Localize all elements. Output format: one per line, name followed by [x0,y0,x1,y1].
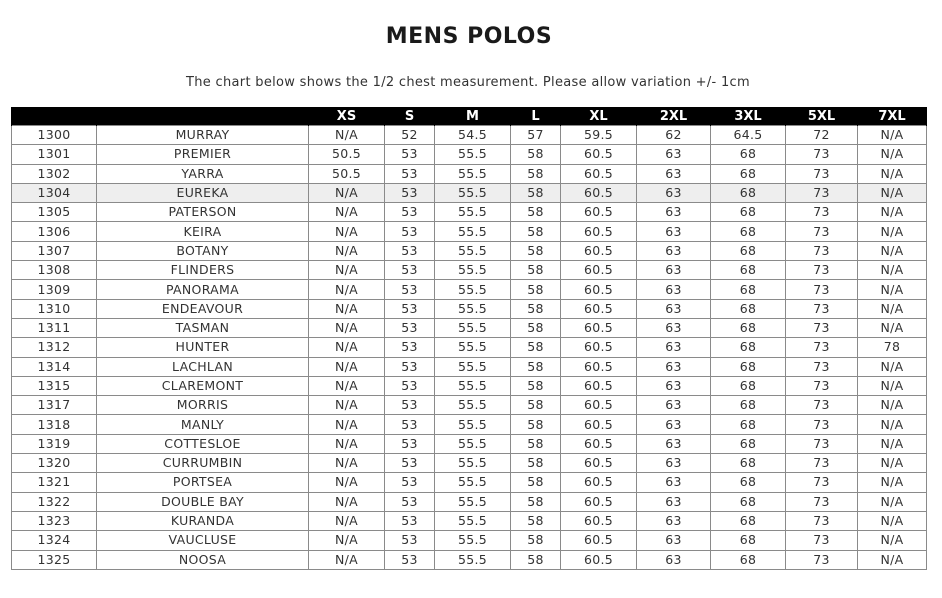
cell-size-5xl: 73 [786,261,858,280]
cell-product-code: 1324 [12,531,97,550]
cell-size-5xl: 73 [786,550,858,569]
cell-size-xl: 60.5 [561,261,637,280]
header-size-7xl: 7XL [858,107,927,126]
cell-size-s: 53 [385,261,435,280]
cell-size-s: 53 [385,145,435,164]
cell-size-5xl: 73 [786,415,858,434]
cell-size-xl: 60.5 [561,415,637,434]
cell-size-l: 58 [511,376,561,395]
cell-size-m: 55.5 [435,415,511,434]
cell-size-s: 52 [385,126,435,145]
cell-size-7xl: N/A [858,164,927,183]
cell-size-7xl: N/A [858,183,927,202]
cell-product-code: 1308 [12,261,97,280]
cell-size-5xl: 73 [786,183,858,202]
cell-size-xl: 60.5 [561,550,637,569]
header-size-l: L [511,107,561,126]
table-row [12,531,927,550]
cell-product-code: 1300 [12,126,97,145]
cell-product-code: 1323 [12,511,97,530]
table-row [12,299,927,318]
cell-size-7xl: N/A [858,531,927,550]
cell-size-7xl: N/A [858,222,927,241]
table-row [12,376,927,395]
cell-size-5xl: 73 [786,241,858,260]
cell-size-5xl: 73 [786,280,858,299]
table-row [12,145,927,164]
cell-size-5xl: 73 [786,434,858,453]
cell-size-7xl: N/A [858,454,927,473]
cell-size-xl: 60.5 [561,492,637,511]
cell-size-3xl: 68 [711,396,786,415]
cell-product-name: CURRUMBIN [97,454,309,473]
cell-size-5xl: 73 [786,492,858,511]
cell-size-2xl: 63 [637,299,711,318]
cell-size-3xl: 68 [711,203,786,222]
cell-size-l: 58 [511,396,561,415]
cell-size-3xl: 68 [711,183,786,202]
cell-size-5xl: 73 [786,511,858,530]
cell-size-3xl: 68 [711,280,786,299]
cell-product-code: 1310 [12,299,97,318]
cell-size-xs: N/A [309,376,385,395]
table-row [12,415,927,434]
cell-product-code: 1306 [12,222,97,241]
cell-size-l: 58 [511,338,561,357]
cell-product-name: FLINDERS [97,261,309,280]
cell-size-s: 53 [385,415,435,434]
cell-size-l: 58 [511,145,561,164]
header-size-3xl: 3XL [711,107,786,126]
cell-size-5xl: 73 [786,473,858,492]
table-row [12,396,927,415]
cell-product-name: VAUCLUSE [97,531,309,550]
cell-product-code: 1322 [12,492,97,511]
cell-size-5xl: 73 [786,318,858,337]
cell-size-2xl: 62 [637,126,711,145]
cell-size-xs: N/A [309,222,385,241]
cell-product-code: 1321 [12,473,97,492]
cell-size-7xl: 78 [858,338,927,357]
cell-product-code: 1319 [12,434,97,453]
cell-product-code: 1318 [12,415,97,434]
cell-size-l: 58 [511,203,561,222]
cell-product-name: COTTESLOE [97,434,309,453]
cell-size-xs: N/A [309,396,385,415]
cell-size-2xl: 63 [637,473,711,492]
cell-size-xs: N/A [309,492,385,511]
cell-size-3xl: 68 [711,164,786,183]
cell-product-name: PANORAMA [97,280,309,299]
cell-size-7xl: N/A [858,357,927,376]
cell-size-2xl: 63 [637,164,711,183]
cell-size-m: 55.5 [435,241,511,260]
cell-size-xl: 60.5 [561,511,637,530]
table-row [12,511,927,530]
cell-size-xs: N/A [309,550,385,569]
cell-size-xl: 59.5 [561,126,637,145]
cell-product-name: BOTANY [97,241,309,260]
cell-size-l: 58 [511,241,561,260]
cell-size-3xl: 68 [711,454,786,473]
cell-product-name: YARRA [97,164,309,183]
cell-product-name: KURANDA [97,511,309,530]
cell-size-2xl: 63 [637,434,711,453]
table-row [12,261,927,280]
cell-product-code: 1312 [12,338,97,357]
cell-size-m: 55.5 [435,531,511,550]
cell-size-s: 53 [385,299,435,318]
cell-size-s: 53 [385,318,435,337]
table-row [12,550,927,569]
cell-size-m: 55.5 [435,261,511,280]
cell-size-l: 58 [511,531,561,550]
cell-size-m: 55.5 [435,396,511,415]
cell-size-xl: 60.5 [561,454,637,473]
cell-size-xl: 60.5 [561,280,637,299]
cell-size-7xl: N/A [858,396,927,415]
cell-product-code: 1305 [12,203,97,222]
cell-size-m: 55.5 [435,492,511,511]
cell-size-xl: 60.5 [561,531,637,550]
cell-size-l: 58 [511,318,561,337]
cell-size-m: 55.5 [435,318,511,337]
cell-size-l: 58 [511,473,561,492]
cell-size-5xl: 73 [786,203,858,222]
cell-size-s: 53 [385,550,435,569]
cell-size-m: 55.5 [435,145,511,164]
cell-size-xl: 60.5 [561,473,637,492]
table-row [12,222,927,241]
table-row [12,183,927,202]
cell-size-5xl: 73 [786,357,858,376]
cell-size-xl: 60.5 [561,434,637,453]
cell-size-3xl: 68 [711,338,786,357]
cell-size-xs: N/A [309,338,385,357]
cell-size-2xl: 63 [637,183,711,202]
table-row [12,164,927,183]
chart-description: The chart below shows the 1/2 chest measurement. Please allow variation +/- 1cm [186,75,750,90]
header-size-xl: XL [561,107,637,126]
cell-size-l: 58 [511,357,561,376]
cell-size-2xl: 63 [637,550,711,569]
cell-size-m: 55.5 [435,183,511,202]
table-header-row [12,107,927,126]
cell-size-s: 53 [385,492,435,511]
table-row [12,434,927,453]
cell-size-2xl: 63 [637,357,711,376]
cell-size-s: 53 [385,183,435,202]
cell-size-2xl: 63 [637,492,711,511]
cell-size-l: 58 [511,550,561,569]
cell-size-3xl: 68 [711,222,786,241]
cell-size-xs: N/A [309,280,385,299]
cell-size-2xl: 63 [637,203,711,222]
cell-size-xl: 60.5 [561,299,637,318]
cell-size-7xl: N/A [858,299,927,318]
cell-size-7xl: N/A [858,241,927,260]
cell-size-xs: N/A [309,415,385,434]
cell-size-7xl: N/A [858,318,927,337]
cell-size-3xl: 68 [711,492,786,511]
cell-size-7xl: N/A [858,511,927,530]
cell-size-xl: 60.5 [561,318,637,337]
cell-product-code: 1315 [12,376,97,395]
table-row [12,318,927,337]
cell-size-xs: N/A [309,473,385,492]
cell-product-code: 1307 [12,241,97,260]
table-row [12,454,927,473]
cell-size-s: 53 [385,376,435,395]
header-style [97,107,309,126]
cell-size-m: 55.5 [435,338,511,357]
header-size-2xl: 2XL [637,107,711,126]
cell-size-s: 53 [385,396,435,415]
cell-size-xs: N/A [309,531,385,550]
cell-size-xs: N/A [309,241,385,260]
cell-size-m: 55.5 [435,164,511,183]
cell-size-7xl: N/A [858,261,927,280]
cell-size-xs: N/A [309,511,385,530]
cell-size-l: 58 [511,492,561,511]
cell-product-name: ENDEAVOUR [97,299,309,318]
cell-size-l: 58 [511,415,561,434]
cell-size-5xl: 73 [786,531,858,550]
cell-size-7xl: N/A [858,280,927,299]
cell-size-2xl: 63 [637,261,711,280]
cell-size-2xl: 63 [637,454,711,473]
cell-size-xl: 60.5 [561,357,637,376]
cell-size-3xl: 68 [711,434,786,453]
cell-product-name: MANLY [97,415,309,434]
cell-size-2xl: 63 [637,241,711,260]
table-body [12,126,927,570]
cell-size-xs: N/A [309,299,385,318]
cell-size-5xl: 73 [786,145,858,164]
cell-size-xl: 60.5 [561,183,637,202]
cell-size-2xl: 63 [637,145,711,164]
cell-product-name: PREMIER [97,145,309,164]
cell-size-xl: 60.5 [561,222,637,241]
cell-size-m: 55.5 [435,222,511,241]
table-row [12,357,927,376]
cell-size-l: 58 [511,454,561,473]
header-code [12,107,97,126]
cell-size-s: 53 [385,222,435,241]
cell-size-l: 58 [511,222,561,241]
cell-size-l: 57 [511,126,561,145]
cell-product-name: MURRAY [97,126,309,145]
cell-size-5xl: 73 [786,396,858,415]
cell-size-3xl: 68 [711,511,786,530]
cell-size-xs: N/A [309,261,385,280]
cell-product-name: EUREKA [97,183,309,202]
cell-size-m: 54.5 [435,126,511,145]
cell-size-l: 58 [511,261,561,280]
cell-size-s: 53 [385,434,435,453]
size-chart-table [11,107,927,570]
table-row [12,126,927,145]
cell-size-5xl: 73 [786,299,858,318]
cell-size-xs: N/A [309,318,385,337]
cell-size-3xl: 68 [711,473,786,492]
cell-size-xs: N/A [309,203,385,222]
cell-size-xl: 60.5 [561,338,637,357]
cell-size-5xl: 72 [786,126,858,145]
cell-size-xs: 50.5 [309,164,385,183]
cell-size-s: 53 [385,164,435,183]
cell-product-name: CLAREMONT [97,376,309,395]
cell-size-xs: 50.5 [309,145,385,164]
cell-product-code: 1304 [12,183,97,202]
cell-product-name: DOUBLE BAY [97,492,309,511]
cell-size-s: 53 [385,338,435,357]
cell-size-s: 53 [385,454,435,473]
cell-product-code: 1320 [12,454,97,473]
cell-size-7xl: N/A [858,126,927,145]
cell-size-m: 55.5 [435,357,511,376]
cell-size-5xl: 73 [786,376,858,395]
cell-size-l: 58 [511,299,561,318]
cell-size-xs: N/A [309,183,385,202]
cell-size-s: 53 [385,531,435,550]
cell-size-7xl: N/A [858,145,927,164]
cell-product-code: 1302 [12,164,97,183]
cell-size-xs: N/A [309,434,385,453]
cell-product-name: NOOSA [97,550,309,569]
cell-size-m: 55.5 [435,473,511,492]
cell-size-s: 53 [385,241,435,260]
cell-size-3xl: 68 [711,145,786,164]
cell-product-code: 1325 [12,550,97,569]
cell-size-5xl: 73 [786,164,858,183]
cell-size-m: 55.5 [435,454,511,473]
cell-product-name: MORRIS [97,396,309,415]
cell-size-l: 58 [511,183,561,202]
cell-size-2xl: 63 [637,376,711,395]
cell-size-2xl: 63 [637,338,711,357]
cell-size-xl: 60.5 [561,396,637,415]
cell-size-s: 53 [385,511,435,530]
cell-size-s: 53 [385,280,435,299]
cell-size-m: 55.5 [435,550,511,569]
cell-size-xl: 60.5 [561,145,637,164]
cell-size-3xl: 68 [711,357,786,376]
cell-size-xs: N/A [309,357,385,376]
cell-size-7xl: N/A [858,473,927,492]
cell-size-7xl: N/A [858,550,927,569]
cell-size-5xl: 73 [786,222,858,241]
cell-size-xl: 60.5 [561,241,637,260]
cell-size-s: 53 [385,473,435,492]
table-row [12,473,927,492]
cell-size-7xl: N/A [858,203,927,222]
cell-size-m: 55.5 [435,511,511,530]
cell-product-name: LACHLAN [97,357,309,376]
header-size-xs: XS [309,107,385,126]
cell-size-3xl: 68 [711,531,786,550]
cell-size-xs: N/A [309,454,385,473]
header-size-s: S [385,107,435,126]
cell-size-3xl: 68 [711,415,786,434]
cell-product-name: TASMAN [97,318,309,337]
cell-product-name: HUNTER [97,338,309,357]
cell-size-7xl: N/A [858,434,927,453]
header-size-m: M [435,107,511,126]
cell-size-3xl: 68 [711,299,786,318]
cell-size-2xl: 63 [637,222,711,241]
cell-size-2xl: 63 [637,318,711,337]
cell-size-m: 55.5 [435,434,511,453]
cell-size-7xl: N/A [858,492,927,511]
cell-size-xl: 60.5 [561,203,637,222]
cell-size-2xl: 63 [637,280,711,299]
cell-size-5xl: 73 [786,454,858,473]
cell-product-name: PATERSON [97,203,309,222]
page-title: MENS POLOS [385,24,553,49]
cell-product-name: KEIRA [97,222,309,241]
cell-product-code: 1311 [12,318,97,337]
cell-product-code: 1317 [12,396,97,415]
cell-size-m: 55.5 [435,376,511,395]
header-size-5xl: 5XL [786,107,858,126]
cell-size-s: 53 [385,357,435,376]
table-row [12,241,927,260]
cell-size-l: 58 [511,164,561,183]
cell-size-2xl: 63 [637,396,711,415]
table-row [12,280,927,299]
cell-size-7xl: N/A [858,376,927,395]
cell-product-code: 1301 [12,145,97,164]
cell-size-3xl: 68 [711,550,786,569]
table-row [12,338,927,357]
cell-size-3xl: 64.5 [711,126,786,145]
cell-size-m: 55.5 [435,280,511,299]
cell-size-7xl: N/A [858,415,927,434]
cell-size-3xl: 68 [711,261,786,280]
cell-size-xl: 60.5 [561,376,637,395]
cell-size-m: 55.5 [435,299,511,318]
cell-product-code: 1314 [12,357,97,376]
cell-product-name: PORTSEA [97,473,309,492]
cell-size-xl: 60.5 [561,164,637,183]
table-row [12,492,927,511]
cell-size-l: 58 [511,434,561,453]
cell-size-2xl: 63 [637,531,711,550]
cell-size-m: 55.5 [435,203,511,222]
cell-size-2xl: 63 [637,511,711,530]
cell-size-3xl: 68 [711,241,786,260]
cell-size-2xl: 63 [637,415,711,434]
table-row [12,203,927,222]
cell-size-3xl: 68 [711,376,786,395]
cell-size-5xl: 73 [786,338,858,357]
cell-product-code: 1309 [12,280,97,299]
cell-size-xs: N/A [309,126,385,145]
cell-size-s: 53 [385,203,435,222]
cell-size-l: 58 [511,280,561,299]
cell-size-3xl: 68 [711,318,786,337]
cell-size-l: 58 [511,511,561,530]
